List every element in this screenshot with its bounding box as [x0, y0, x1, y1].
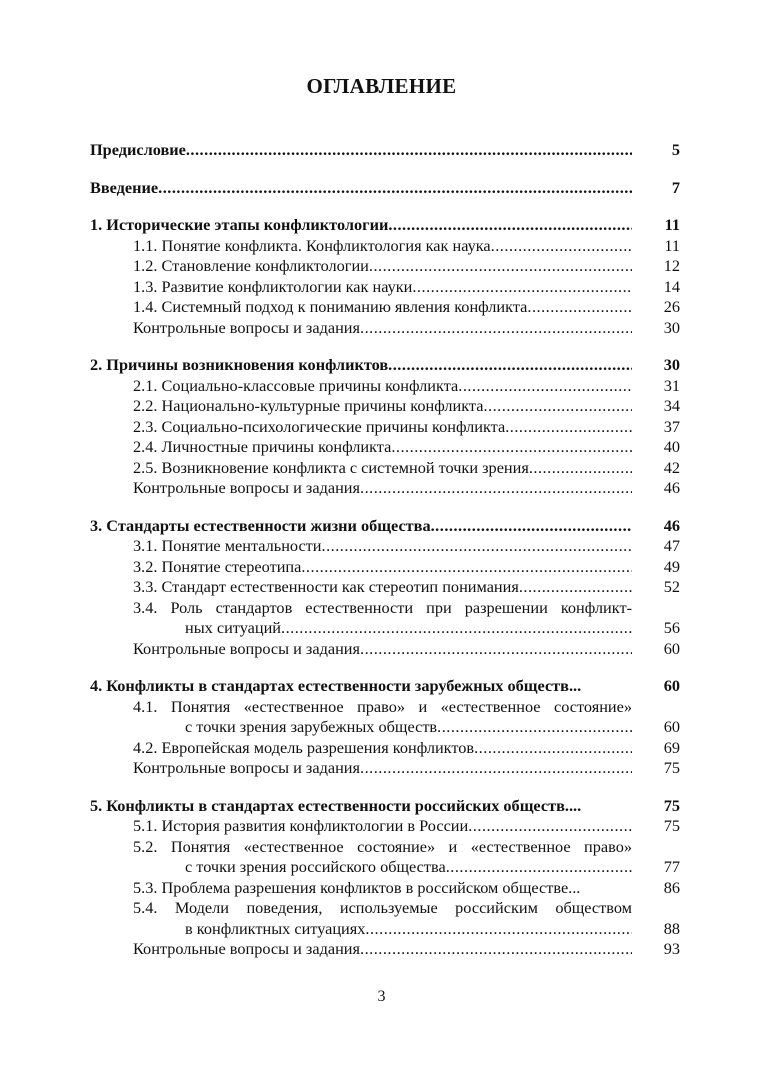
toc-entry	[90, 577, 680, 598]
dot-leader	[483, 396, 632, 417]
entry-title: Контрольные вопросы и задания	[133, 317, 360, 337]
dot-leader	[322, 536, 632, 557]
entry-page-number: 12	[663, 256, 680, 275]
entry-title: 5. Конфликты в стандартах естественности российских обществ....	[90, 795, 582, 815]
toc-entry	[90, 758, 680, 779]
entry-text-area	[90, 236, 632, 257]
dot-leader	[301, 557, 632, 578]
entry-title: 3. Стандарты естественности жизни общества	[90, 515, 431, 535]
entry-page-number: 31	[663, 375, 680, 395]
entry-text-area	[90, 355, 632, 376]
dot-leader	[360, 639, 632, 660]
entry-page-number: 46	[663, 478, 680, 497]
toc-entry	[90, 878, 680, 899]
dot-leader	[369, 256, 632, 277]
entry-title: 3.3. Стандарт естественности как стереотип понимания	[133, 577, 519, 596]
entry-text-area	[90, 796, 632, 817]
entry-text-area	[90, 857, 632, 878]
entry-text-area	[90, 437, 632, 458]
toc-entry	[90, 376, 680, 397]
toc-chapter-entry	[90, 516, 680, 537]
page-number: 3	[377, 988, 386, 1005]
toc-entry	[90, 939, 680, 960]
entry-title: с точки зрения российского общества	[185, 857, 446, 876]
toc-entry	[90, 717, 680, 738]
entry-text-area	[90, 878, 632, 899]
entry-title: 2.3. Социально-психологические причины конфликта	[133, 416, 506, 436]
entry-page-number: 7	[671, 177, 680, 197]
toc-entry	[90, 318, 680, 339]
entry-title: 5.2. Понятия «естественное состояние» и «естественное право»	[133, 836, 632, 856]
entry-page-number: 37	[663, 416, 680, 436]
entry-page-number: 49	[663, 556, 680, 576]
entry-title: 2.5. Возникновение конфликта с системной точки зрения	[133, 457, 529, 477]
entry-title: 2.4. Личностные причины конфликта	[133, 437, 392, 456]
section-spacer	[90, 779, 680, 796]
toc-entry	[90, 236, 680, 257]
dot-leader	[360, 758, 632, 779]
dot-leader	[529, 458, 632, 479]
entry-page-number: 40	[663, 437, 680, 456]
entry-page-number: 46	[663, 515, 680, 535]
toc-entry	[90, 919, 680, 940]
dot-leader	[527, 297, 632, 318]
dot-leader	[388, 215, 632, 236]
entry-page-number: 52	[663, 577, 680, 596]
entry-page-number: 86	[663, 877, 680, 897]
entry-text-area	[90, 140, 632, 161]
toc-entry	[90, 256, 680, 277]
entry-page-number: 77	[663, 857, 680, 876]
entry-text-area	[90, 717, 632, 738]
toc-entry	[90, 536, 680, 557]
entry-text-area	[90, 676, 632, 697]
toc-entry	[90, 478, 680, 499]
dot-leader	[446, 857, 632, 878]
dot-leader	[468, 816, 632, 837]
entry-text-area	[90, 396, 632, 417]
toc-entry	[90, 297, 680, 318]
entry-page-number: 93	[663, 939, 680, 958]
dot-leader	[281, 618, 632, 639]
entry-title: 1.2. Становление конфликтологии	[133, 256, 369, 275]
entry-text-area	[90, 318, 632, 339]
entry-page-number: 34	[663, 396, 680, 415]
entry-text-area	[90, 215, 632, 236]
dot-leader	[437, 717, 632, 738]
entry-title: Введение	[90, 177, 159, 197]
entry-title: Контрольные вопросы и задания	[133, 638, 360, 658]
entry-title: 3.2. Понятие стереотипа	[133, 556, 302, 576]
toc-chapter-entry	[90, 178, 680, 199]
entry-page-number: 60	[663, 717, 680, 736]
entry-page-number: 30	[663, 355, 680, 374]
entry-page-number: 60	[663, 638, 680, 658]
toc-entry	[90, 557, 680, 578]
toc-entry	[90, 417, 680, 438]
toc-chapter-entry	[90, 140, 680, 161]
dot-leader	[186, 140, 632, 161]
entry-title: 1.1. Понятие конфликта. Конфликтология как наука	[133, 235, 491, 255]
entry-title: 5.4. Модели поведения, используемые российским обществом	[133, 898, 632, 917]
toc-entry	[90, 639, 680, 660]
dot-leader	[360, 478, 632, 499]
entry-text-area	[90, 297, 632, 318]
entry-text-area	[90, 458, 632, 479]
entry-page-number: 69	[663, 737, 680, 757]
entry-page-number: 30	[663, 317, 680, 337]
entry-text-area	[90, 178, 632, 199]
entry-page-number: 47	[663, 536, 680, 555]
toc-entry	[90, 857, 680, 878]
entry-title: 4. Конфликты в стандартах естественности зарубежных обществ...	[90, 676, 582, 695]
entry-title: 2.2. Национально-культурные причины конфликта	[133, 396, 484, 415]
dot-leader	[360, 318, 632, 339]
entry-page-number: 11	[664, 215, 680, 234]
entry-text-area	[90, 758, 632, 779]
entry-title: 2. Причины возникновения конфликтов	[90, 355, 389, 374]
entry-title: 1.3. Развитие конфликтологии как науки	[133, 276, 413, 296]
toc-entry	[90, 816, 680, 837]
entry-text-area	[90, 738, 632, 759]
entry-page-number: 75	[663, 758, 680, 777]
entry-text-area	[90, 837, 632, 858]
toc-entry	[90, 396, 680, 417]
entry-title: Контрольные вопросы и задания	[133, 478, 360, 497]
entry-text-area	[90, 939, 632, 960]
dot-leader	[431, 516, 632, 537]
entry-page-number: 42	[663, 457, 680, 477]
entry-title: Предисловие	[90, 140, 186, 159]
section-spacer	[90, 198, 680, 215]
dot-leader	[412, 277, 632, 298]
entry-page-number: 88	[663, 918, 680, 938]
entry-title: 2.1. Социально-классовые причины конфликта	[133, 375, 459, 395]
entry-title: 5.1. История развития конфликтологии в России	[133, 816, 469, 835]
section-spacer	[90, 161, 680, 178]
entry-title: ных ситуаций	[185, 618, 281, 637]
dot-leader	[388, 355, 632, 376]
toc-entry	[90, 618, 680, 639]
section-spacer	[90, 499, 680, 516]
entry-page-number: 60	[663, 676, 680, 695]
dot-leader	[505, 417, 632, 438]
entry-text-area	[90, 577, 632, 598]
dot-leader	[491, 236, 632, 257]
entry-text-area	[90, 376, 632, 397]
entry-title: 3.4. Роль стандартов естественности при разрешении конфликт-	[133, 597, 632, 617]
entry-text-area	[90, 256, 632, 277]
entry-text-area	[90, 816, 632, 837]
entry-title: 4.2. Европейская модель разрешения конфликтов	[133, 737, 475, 757]
toc-entry	[90, 437, 680, 458]
toc-chapter-entry	[90, 676, 680, 697]
section-spacer	[90, 659, 680, 676]
toc-chapter-entry	[90, 215, 680, 236]
entry-page-number: 11	[664, 235, 680, 255]
entry-text-area	[90, 639, 632, 660]
toc-entry	[90, 697, 680, 718]
entry-text-area	[90, 898, 632, 919]
dot-leader	[365, 919, 632, 940]
entry-title: Контрольные вопросы и задания	[133, 939, 360, 958]
dot-leader	[519, 577, 632, 598]
entry-page-number: 75	[663, 795, 680, 815]
toc-entry	[90, 598, 680, 619]
entry-text-area	[90, 919, 632, 940]
entry-text-area	[90, 417, 632, 438]
entry-text-area	[90, 618, 632, 639]
entry-page-number: 56	[663, 618, 680, 637]
dot-leader	[360, 939, 632, 960]
entry-page-number: 14	[663, 276, 680, 296]
entry-title: 4.1. Понятия «естественное право» и «естественное состояние»	[133, 696, 632, 716]
entry-title: в конфликтных ситуациях	[185, 918, 366, 938]
entry-text-area	[90, 557, 632, 578]
entry-title: 3.1. Понятие ментальности	[133, 536, 322, 555]
toc-chapter-entry	[90, 355, 680, 376]
entry-text-area	[90, 478, 632, 499]
toc-entry	[90, 898, 680, 919]
entry-text-area	[90, 277, 632, 298]
entry-title: с точки зрения зарубежных обществ	[185, 717, 438, 736]
entry-page-number: 26	[663, 297, 680, 316]
entry-title: Контрольные вопросы и задания	[133, 758, 360, 777]
toc-entry	[90, 277, 680, 298]
entry-page-number: 75	[663, 816, 680, 835]
table-of-contents	[90, 140, 680, 960]
entry-title: 1.4. Системный подход к пониманию явления конфликта	[133, 297, 528, 316]
dot-leader	[391, 437, 632, 458]
dot-leader	[158, 178, 632, 199]
entry-page-number: 5	[671, 140, 680, 159]
entry-text-area	[90, 697, 632, 718]
entry-title: 5.3. Проблема разрешения конфликтов в российском обществе...	[133, 877, 581, 897]
section-spacer	[90, 338, 680, 355]
dot-leader	[458, 376, 632, 397]
entry-title: 1. Исторические этапы конфликтологии	[90, 215, 389, 234]
toc-entry	[90, 458, 680, 479]
entry-text-area	[90, 536, 632, 557]
entry-text-area	[90, 516, 632, 537]
page-title: ОГЛАВЛЕНИЕ	[306, 74, 457, 98]
toc-chapter-entry	[90, 796, 680, 817]
dot-leader	[474, 738, 632, 759]
toc-entry	[90, 738, 680, 759]
toc-entry	[90, 837, 680, 858]
entry-text-area	[90, 598, 632, 619]
